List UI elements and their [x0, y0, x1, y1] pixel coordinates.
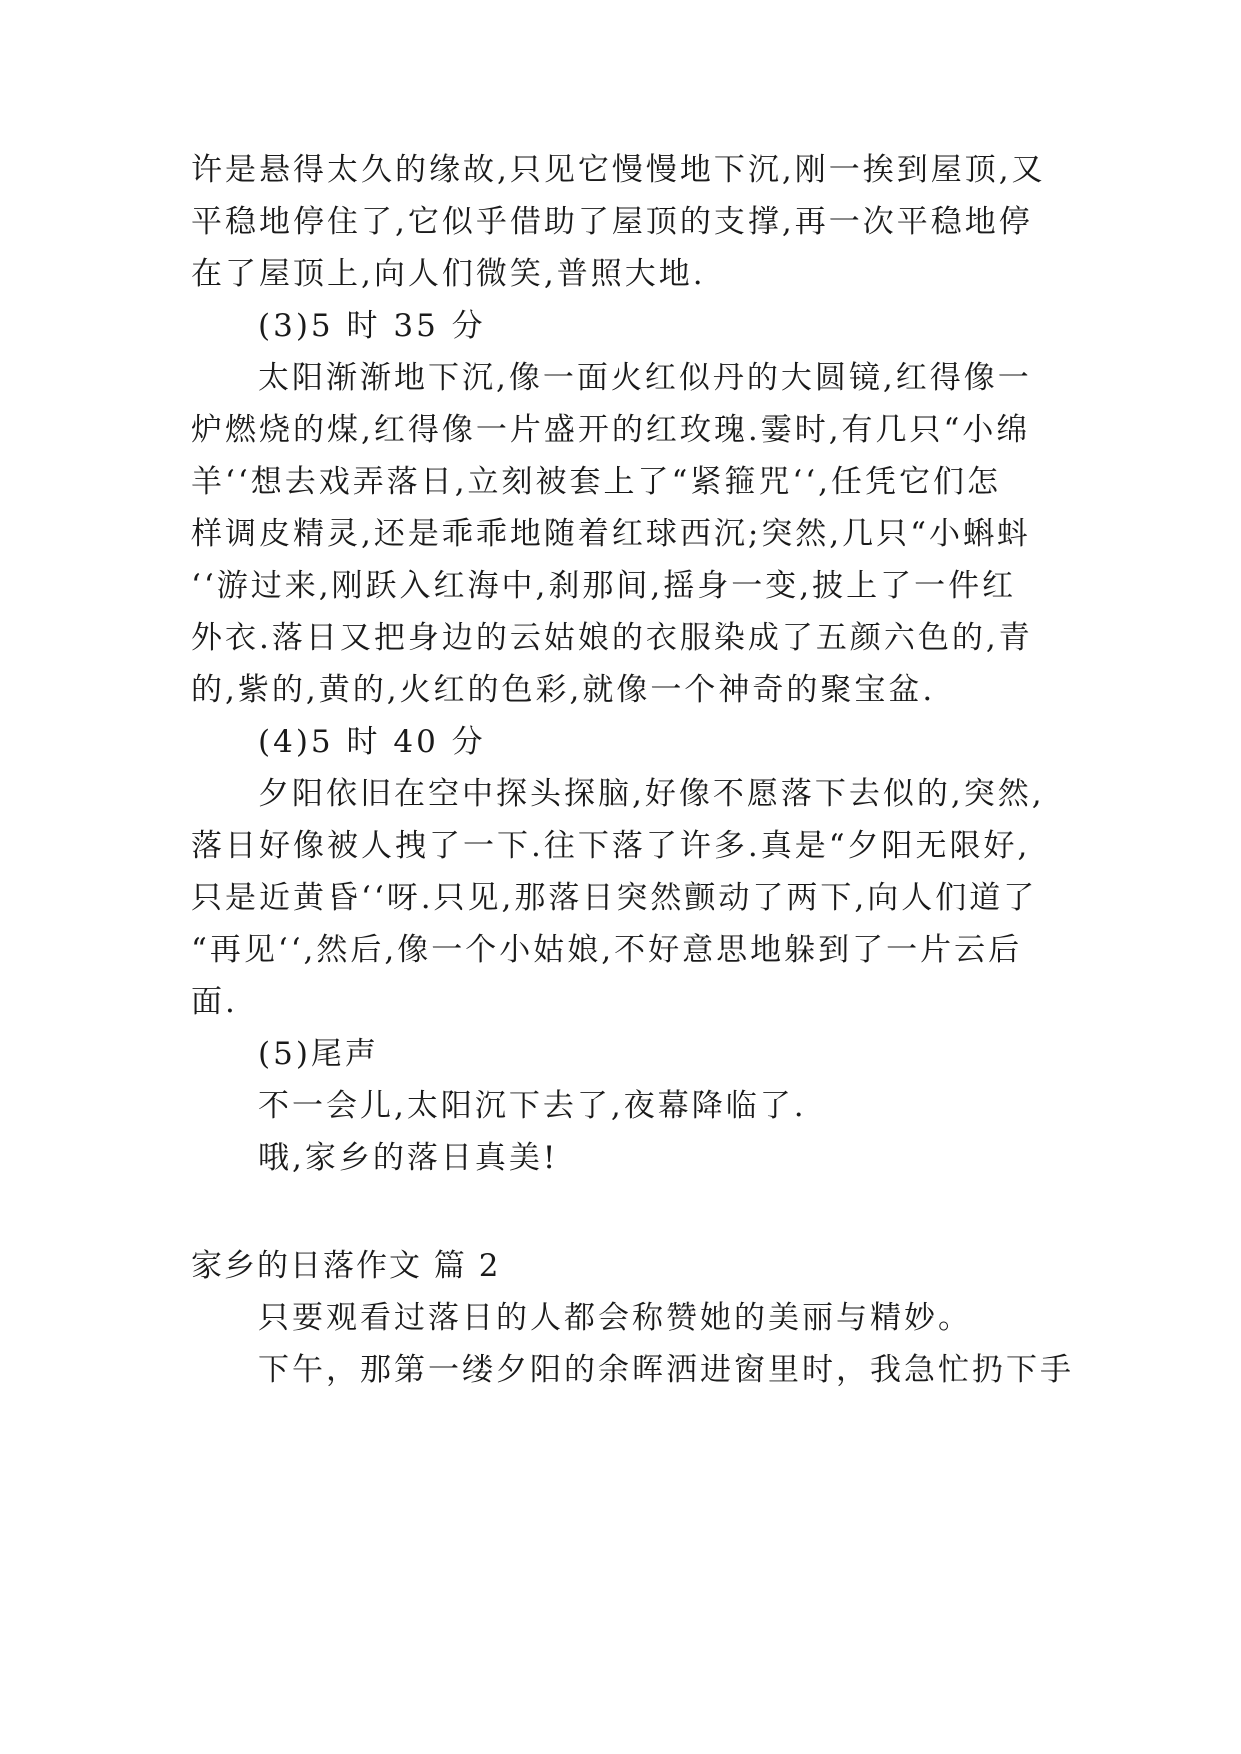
- paragraph-line: ‘‘游过来,刚跃入红海中,刹那间,摇身一变,披上了一件红: [191, 568, 1017, 604]
- paragraph-line: 羊‘‘想去戏弄落日,立刻被套上了“紧箍咒‘‘,任凭它们怎: [191, 464, 1001, 500]
- paragraph-line: 下午，那第一缕夕阳的余晖洒进窗里时，我急忙扔下手: [258, 1352, 1074, 1388]
- paragraph-line: 外衣.落日又把身边的云姑娘的衣服染成了五颜六色的,青: [191, 620, 1033, 656]
- paragraph-line: 平稳地停住了,它似乎借助了屋顶的支撑,再一次平稳地停: [191, 204, 1033, 240]
- paragraph-line: 只要观看过落日的人都会称赞她的美丽与精妙。: [258, 1300, 972, 1336]
- article-title: 家乡的日落作文 篇 2: [191, 1248, 501, 1284]
- paragraph-line: 太阳渐渐地下沉,像一面火红似丹的大圆镜,红得像一: [258, 360, 1032, 396]
- section-heading: (4)5 时 40 分: [258, 724, 486, 760]
- paragraph-line: 不一会儿,太阳沉下去了,夜幕降临了.: [258, 1088, 807, 1124]
- paragraph-line: 面.: [191, 984, 238, 1020]
- section-heading: (5)尾声: [258, 1036, 379, 1072]
- paragraph-line: 的,紫的,黄的,火红的色彩,就像一个神奇的聚宝盆.: [191, 672, 936, 708]
- paragraph-line: 只是近黄昏‘‘呀.只见,那落日突然颤动了两下,向人们道了: [191, 880, 1038, 916]
- section-heading: (3)5 时 35 分: [258, 308, 486, 344]
- paragraph-line: “再见‘‘,然后,像一个小姑娘,不好意思地躲到了一片云后: [191, 932, 1023, 968]
- paragraph-line: 哦,家乡的落日真美!: [258, 1140, 559, 1176]
- paragraph-line: 夕阳依旧在空中探头探脑,好像不愿落下去似的,突然,: [258, 776, 1045, 812]
- paragraph-line: 样调皮精灵,还是乖乖地随着红球西沉;突然,几只“小蝌蚪: [191, 516, 1031, 552]
- paragraph-line: 炉燃烧的煤,红得像一片盛开的红玫瑰.霎时,有几只“小绵: [191, 412, 1031, 448]
- paragraph-line: 在了屋顶上,向人们微笑,普照大地.: [191, 256, 706, 292]
- paragraph-line: 落日好像被人拽了一下.往下落了许多.真是“夕阳无限好,: [191, 828, 1031, 864]
- paragraph-line: 许是悬得太久的缘故,只见它慢慢地下沉,刚一挨到屋顶,又: [191, 152, 1046, 188]
